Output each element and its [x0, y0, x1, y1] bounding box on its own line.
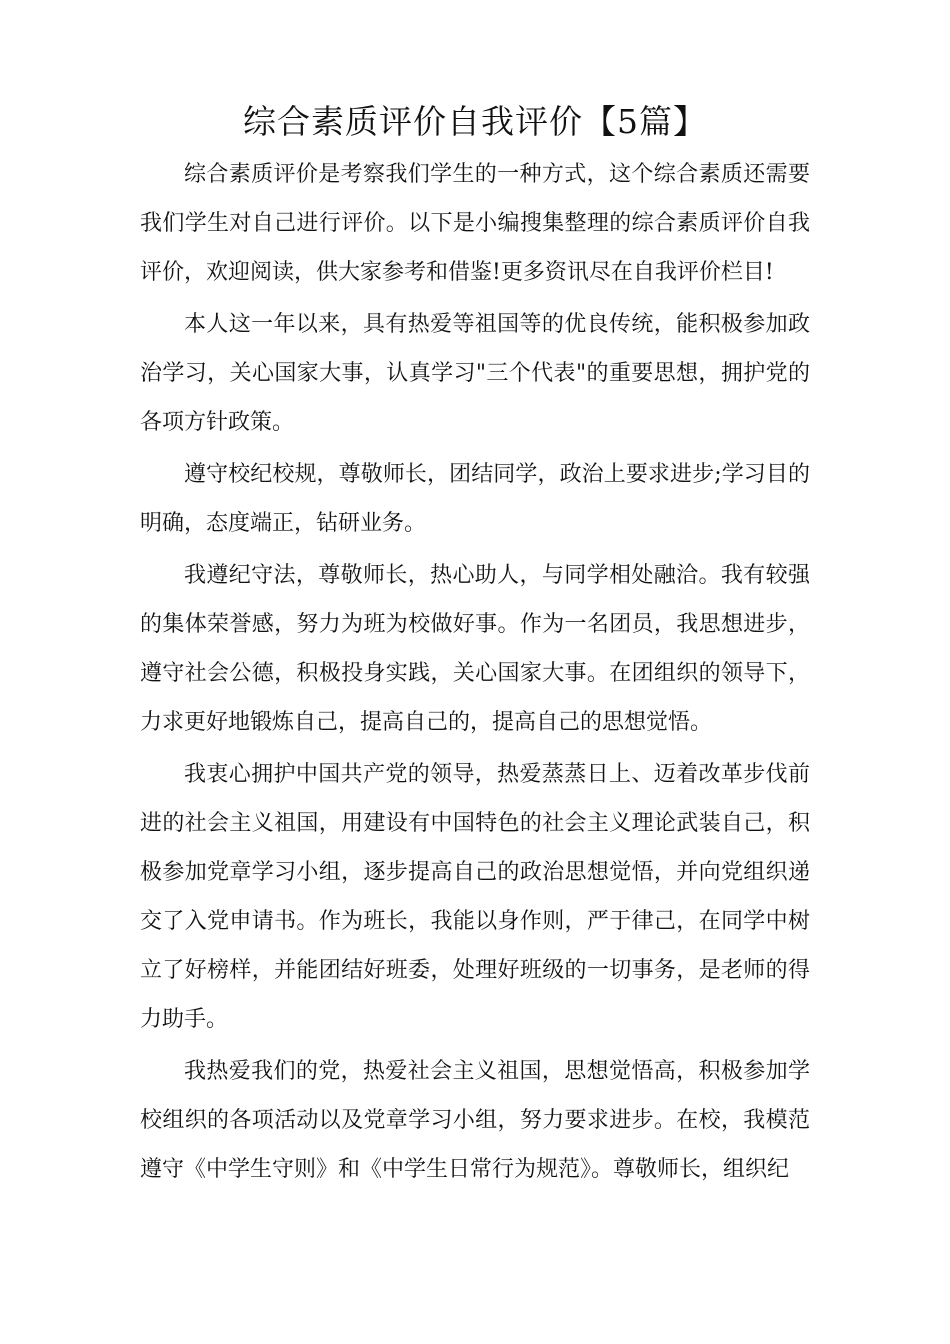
paragraph-2: 遵守校纪校规，尊敬师长，团结同学，政治上要求进步;学习目的明确，态度端正，钻研业务。 [140, 462, 810, 536]
paragraph-5: 我热爱我们的党，热爱社会主义祖国，思想觉悟高，积极参加学校组织的各项活动以及党章学习小组，努力要求进步。在校，我模范遵守《中学生守则》和《中学生日常行为规范》。尊敬师长，组织纪 [140, 1059, 810, 1182]
paragraph-intro: 综合素质评价是考察我们学生的一种方式，这个综合素质还需要我们学生对自己进行评价。以下是小编搜集整理的综合素质评价自我评价，欢迎阅读，供大家参考和借鉴!更多资讯尽在自我评价栏目! [140, 162, 810, 285]
paragraph-4: 我衷心拥护中国共产党的领导，热爱蒸蒸日上、迈着改革步伐前进的社会主义祖国，用建设有中国特色的社会主义理论武装自己，积极参加党章学习小组，逐步提高自己的政治思想觉悟，并向党组织递交了入党申请书。作为班长，我能以身作则，严于律己，在同学中树立了好榜样，并能团结好班委，处理好班级的一切事务，是老师的得力助手。 [140, 762, 810, 1032]
document-page [140, 100, 810, 1197]
paragraph-3: 我遵纪守法，尊敬师长，热心助人，与同学相处融洽。我有较强的集体荣誉感，努力为班为校做好事。作为一名团员，我思想进步，遵守社会公德，积极投身实践，关心国家大事。在团组织的领导下，力求更好地锻炼自己，提高自己的，提高自己的思想觉悟。 [140, 563, 810, 735]
document-title: 综合素质评价自我评价【5篇】 [243, 102, 707, 141]
paragraph-1: 本人这一年以来，具有热爱等祖国等的优良传统，能积极参加政治学习，关心国家大事，认真学习"三个代表"的重要思想，拥护党的各项方针政策。 [140, 312, 810, 435]
